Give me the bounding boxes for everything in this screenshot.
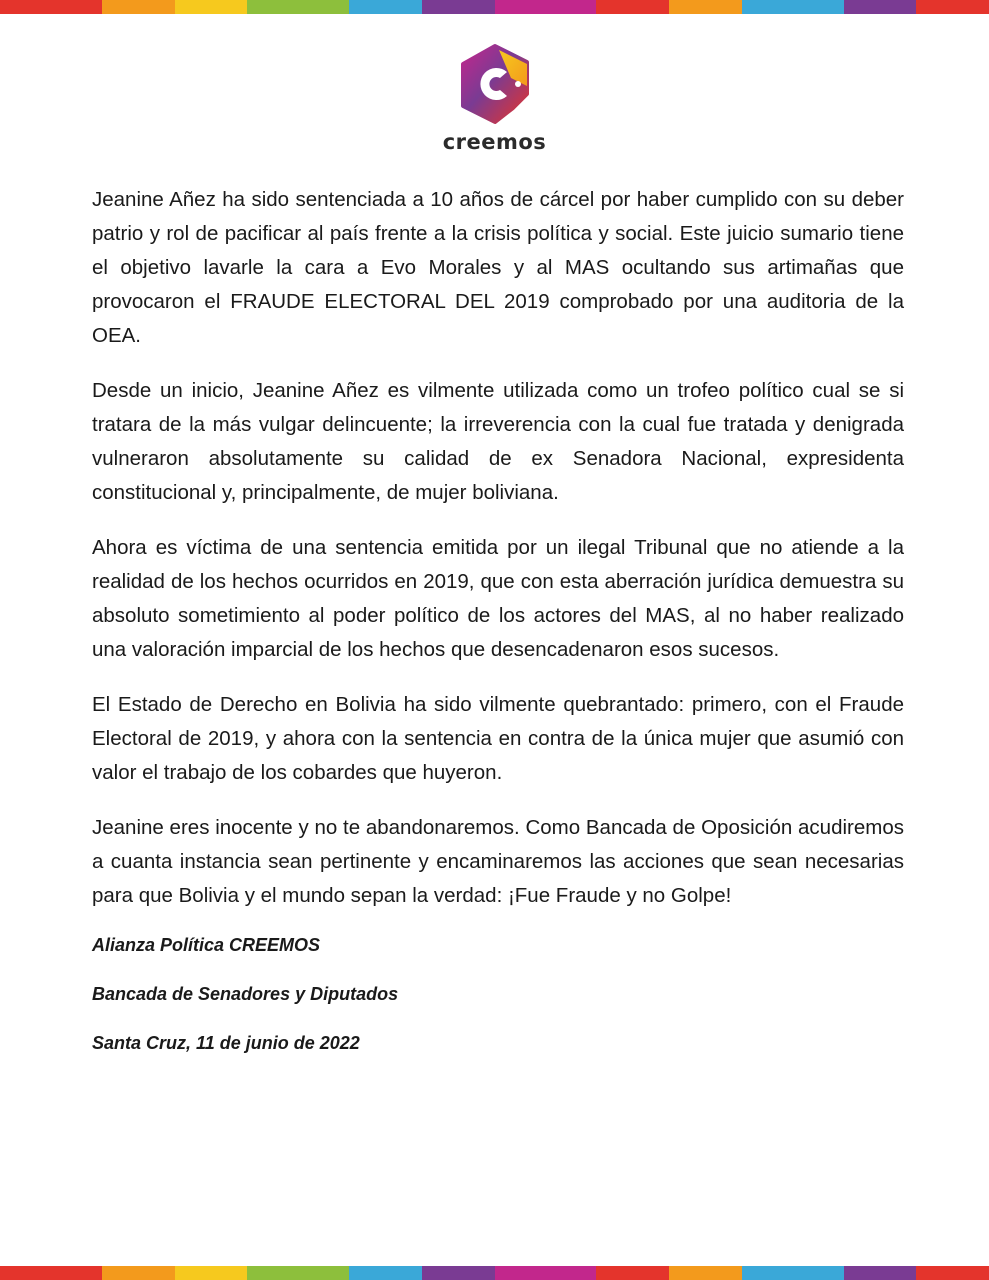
signature-place-date: Santa Cruz, 11 de junio de 2022 [92, 1033, 360, 1053]
stripe-segment [0, 0, 102, 14]
stripe-segment [596, 0, 669, 14]
paragraph-2: Desde un inicio, Jeanine Añez es vilmente utilizada como un trofeo político cual se si tratara de la más vulgar delincuente; la irreverencia con la cual fue tratada y denigrada vulneraron absolutamente su calidad de ex Senadora Nacional, expresidenta constitucional y, principalmente, de mujer boliviana. [92, 379, 904, 504]
stripe-segment [596, 1266, 669, 1280]
stripe-segment [495, 1266, 597, 1280]
stripe-segment [669, 0, 742, 14]
statement-body [92, 183, 904, 1081]
stripe-segment [742, 1266, 844, 1280]
paragraph-1: Jeanine Añez ha sido sentenciada a 10 años de cárcel por haber cumplido con su deber patrio y rol de pacificar al país frente a la crisis política y social. Este juicio sumario tiene el objetivo lavarle la cara a Evo Morales y al MAS ocultando sus artimañas que provocaron el FRAUDE ELECTORAL DEL 2019 comprobado por una auditoria de la OEA. [92, 188, 904, 347]
stripe-segment [742, 0, 844, 14]
stripe-segment [422, 0, 495, 14]
bottom-color-stripe [0, 1266, 989, 1280]
signature-group: Bancada de Senadores y Diputados [92, 984, 399, 1004]
top-color-stripe [0, 0, 989, 14]
stripe-segment [0, 1266, 102, 1280]
paragraph-5: Jeanine eres inocente y no te abandonaremos. Como Bancada de Oposición acudiremos a cuanta instancia sean pertinente y encaminaremos las acciones que sean necesarias para que Bolivia y el mundo sepan la verdad: ¡Fue Fraude y no Golpe! [92, 816, 904, 907]
stripe-segment [422, 1266, 495, 1280]
stripe-segment [916, 0, 989, 14]
creemos-logo [0, 42, 989, 154]
stripe-segment [247, 1266, 349, 1280]
paragraph-3: Ahora es víctima de una sentencia emitida por un ilegal Tribunal que no atiende a la realidad de los hechos ocurridos en 2019, que con esta aberración jurídica demuestra su absoluto sometimiento al poder político de los actores del MAS, al no haber realizado una valoración imparcial de los hechos que desencadenaron esos sucesos. [92, 536, 904, 661]
creemos-wordmark: creemos [442, 130, 547, 154]
stripe-segment [175, 1266, 248, 1280]
stripe-segment [669, 1266, 742, 1280]
stripe-segment [102, 1266, 175, 1280]
stripe-segment [844, 0, 917, 14]
signature-block [92, 934, 904, 1054]
creemos-logo-icon [453, 42, 537, 126]
stripe-segment [175, 0, 248, 14]
paragraph-4: El Estado de Derecho en Bolivia ha sido vilmente quebrantado: primero, con el Fraude Electoral de 2019, y ahora con la sentencia en contra de la única mujer que asumió con valor el trabajo de los cobardes que huyeron. [92, 693, 904, 784]
signature-organization: Alianza Política CREEMOS [92, 935, 321, 955]
stripe-segment [102, 0, 175, 14]
stripe-segment [349, 0, 422, 14]
stripe-segment [844, 1266, 917, 1280]
stripe-segment [349, 1266, 422, 1280]
stripe-segment [916, 1266, 989, 1280]
stripe-segment [247, 0, 349, 14]
stripe-segment [495, 0, 597, 14]
